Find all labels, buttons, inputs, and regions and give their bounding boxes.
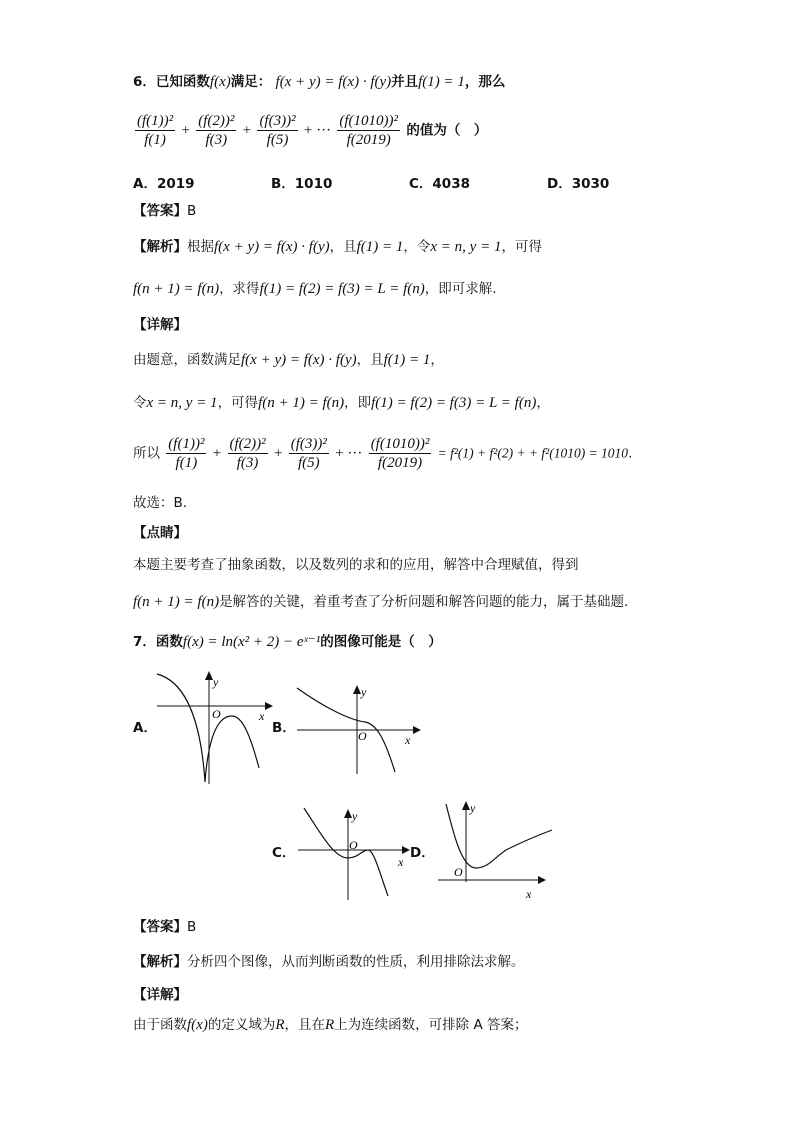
q6-fraction: $\frac{\text{(f(2))²}}{f(3)}$: [198, 113, 235, 148]
q6-number: 6．: [133, 74, 156, 90]
q6-fraction: $\frac{\text{(f(1010))²}}{f(2019)}$: [339, 113, 399, 148]
svg-text:y: y: [361, 685, 367, 699]
graph-a: [155, 668, 275, 786]
graph-d: [436, 796, 558, 904]
q6-sum-expression: [133, 112, 487, 149]
svg-text:O: O: [454, 865, 463, 879]
svg-text:y: y: [352, 809, 358, 823]
point-tag: 【点睛】: [133, 525, 187, 541]
answer-tag: 【答案】: [133, 203, 187, 219]
plus-sign: +: [181, 122, 190, 139]
q6-fraction: $\frac{\text{(f(1))²}}{f(1)}$: [168, 436, 205, 471]
svg-text:x: x: [526, 887, 532, 901]
q6-stem-text: 满足：: [230, 74, 272, 90]
q6-choose: 故选：B.: [133, 495, 188, 511]
q6-detail-line-3: 所以 $\frac{\text{(f(1))²}}{f(1)}$ + $\frac{\text{(f(2))²}}{f(3)}$ + $\frac{\text{(f(3))²}}{f(5)}$ + ··· $\frac{\text{(f(1010))²}}{f(2019)}$ = f²(1) + f²(2) + + f²(1010) = 1010.: [133, 436, 633, 471]
q7-number: 7．: [133, 634, 156, 650]
q7-option-c-letter: C．: [272, 845, 296, 861]
q7-answer: [133, 917, 196, 937]
q6-point-line-2: f(n + 1) = f(n)是解答的关键，着重考查了分析问题和解答问题的能力，属于基础题.: [133, 594, 629, 610]
q6-stem-text: ，那么: [464, 74, 506, 90]
detail-tag: 【详解】: [133, 987, 187, 1003]
analysis-tag: 【解析】: [133, 239, 187, 255]
q6-option-d: D．3030: [547, 176, 610, 192]
q7-option-b-letter: B．: [272, 720, 296, 736]
q7-analysis: 【解析】分析四个图像，从而判断函数的性质，利用排除法求解。: [133, 954, 525, 970]
graph-b: [295, 680, 425, 776]
svg-text:O: O: [349, 838, 358, 852]
q6-detail-line-1: 由题意，函数满足f(x + y) = f(x) · f(y)，且f(1) = 1，: [133, 352, 444, 368]
q6-option-c: C．4038: [409, 176, 470, 192]
q6-condition: f(x + y) = f(x) · f(y): [275, 74, 392, 90]
svg-text:O: O: [358, 729, 367, 743]
graph-c: [296, 804, 414, 902]
q6-fraction: $\frac{\text{(f(2))²}}{f(3)}$: [229, 436, 266, 471]
plus-sign: +: [242, 122, 252, 139]
q6-stem-text: 并且: [391, 74, 419, 90]
answer-value: B: [187, 203, 197, 219]
q6-point-line-1: 本题主要考查了抽象函数，以及数列的求和的应用，解答中合理赋值，得到: [133, 557, 579, 573]
q6-fraction: $\frac{\text{(f(3))²}}{f(5)}$: [259, 113, 296, 148]
q6-answer: [133, 201, 196, 221]
q6-option-b: B．1010: [271, 176, 333, 192]
answer-value: B: [187, 919, 197, 935]
svg-text:x: x: [398, 855, 404, 869]
svg-text:O: O: [212, 707, 221, 721]
answer-tag: 【答案】: [133, 919, 187, 935]
q6-analysis-line-2: f(n + 1) = f(n)，求得f(1) = f(2) = f(3) = L = f(n)，即可求解.: [133, 281, 497, 297]
analysis-tag: 【解析】: [133, 954, 187, 970]
q6-fraction: $\frac{\text{(f(1))²}}{f(1)}$: [137, 113, 174, 148]
q6-fraction: $\frac{\text{(f(3))²}}{f(5)}$: [290, 436, 327, 471]
q7-detail-line-1: 由于函数f(x)的定义域为R，且在R上为连续函数，可排除 A 答案；: [133, 1017, 528, 1033]
q6-detail-line-2: 令x = n, y = 1，可得f(n + 1) = f(n)，即f(1) = f(2) = f(3) = L = f(n)，: [133, 395, 550, 411]
svg-text:x: x: [259, 709, 265, 723]
q6-option-a: A．2019: [133, 176, 195, 192]
q6-stem: [133, 72, 505, 92]
svg-text:x: x: [405, 733, 411, 747]
q6-fx: f(x): [209, 74, 231, 90]
q6-stem-text: 已知函数: [155, 74, 210, 90]
q6-result: = f²(1) + f²(2) + + f²(1010) = 1010: [437, 445, 629, 461]
svg-text:y: y: [213, 675, 219, 689]
ellipsis: + ···: [303, 122, 332, 139]
q7-option-d-letter: D．: [410, 845, 435, 861]
q6-fraction: $\frac{\text{(f(1010))²}}{f(2019)}$: [370, 436, 430, 471]
q6-analysis-line-1: 【解析】根据f(x + y) = f(x) · f(y)，且f(1) = 1，令x = n, y = 1，可得: [133, 239, 542, 255]
q7-option-a-letter: A．: [133, 720, 157, 736]
svg-text:y: y: [470, 801, 476, 815]
q7-function: f(x) = ln(x² + 2) − eˣ⁻¹: [182, 634, 321, 650]
q6-f1: f(1) = 1: [418, 74, 465, 90]
q6-stem-tail: 的值为（ ）: [406, 122, 488, 139]
detail-tag: 【详解】: [133, 317, 187, 333]
q7-stem: 7．函数f(x) = ln(x² + 2) − eˣ⁻¹的图像可能是（ ）: [133, 634, 442, 650]
